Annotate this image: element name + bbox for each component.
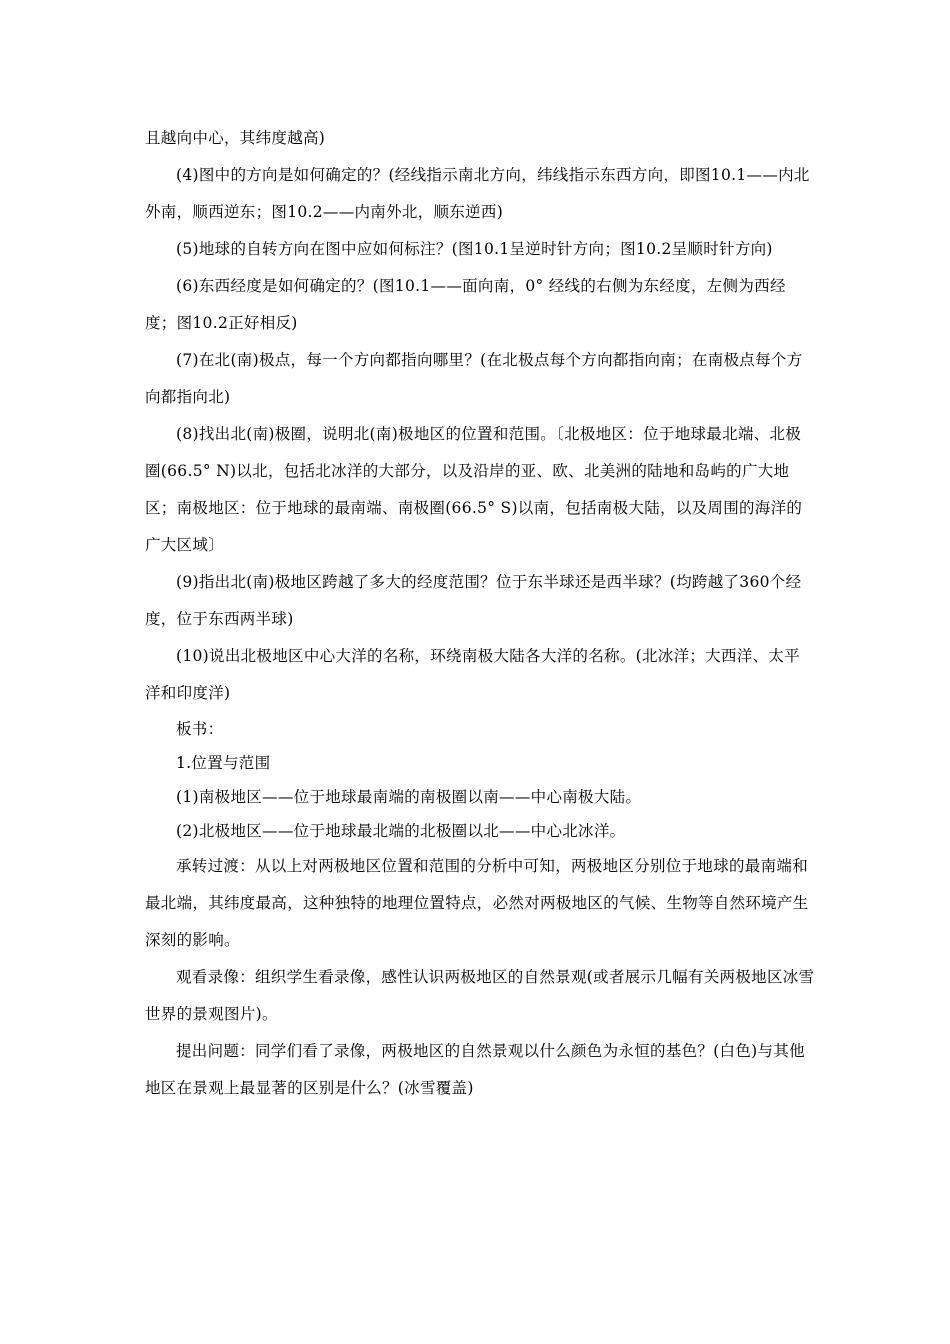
paragraph-4: (7)在北(南)极点，每一个方向都指向哪里？(在北极点每个方向都指向南；在南极点每个方向都指向北) [145, 351, 803, 406]
paragraph-8: 板书： [176, 720, 224, 738]
paragraph-7: (10)说出北极地区中心大洋的名称，环绕南极大陆各大洋的名称。(北冰洋；大西洋、太平洋和印度洋) [145, 647, 800, 702]
document-body [145, 120, 815, 1107]
paragraph-1: (4)图中的方向是如何确定的？(经线指示南北方向，纬线指示东西方向，即图10.1——内北外南，顺西逆东；图10.2——内南外北，顺东逆西) [145, 166, 810, 221]
paragraph-14: 提出问题：同学们看了录像，两极地区的自然景观以什么颜色为永恒的基色？(白色)与其他地区在景观上最显著的区别是什么？(冰雪覆盖) [145, 1042, 805, 1097]
paragraph-9: 1.位置与范围 [176, 754, 271, 772]
paragraph-13: 观看录像：组织学生看录像，感性认识两极地区的自然景观(或者展示几幅有关两极地区冰雪世界的景观图片)。 [145, 968, 815, 1023]
paragraph-3: (6)东西经度是如何确定的？(图10.1——面向南，0° 经线的右侧为东经度，左侧为西经度；图10.2正好相反) [145, 277, 786, 332]
paragraph-11: (2)北极地区——位于地球最北端的北极圈以北——中心北冰洋。 [176, 822, 626, 840]
paragraph-2: (5)地球的自转方向在图中应如何标注？(图10.1呈逆时针方向；图10.2呈顺时针方向) [176, 240, 773, 258]
paragraph-0: 且越向中心，其纬度越高) [145, 129, 326, 147]
paragraph-12: 承转过渡：从以上对两极地区位置和范围的分析中可知，两极地区分别位于地球的最南端和最北端，其纬度最高，这种独特的地理位置特点，必然对两极地区的气候、生物等自然环境产生深刻的影响。 [145, 857, 809, 949]
paragraph-6: (9)指出北(南)极地区跨越了多大的经度范围？位于东半球还是西半球？(均跨越了360个经度，位于东西两半球) [145, 573, 802, 628]
paragraph-10: (1)南极地区——位于地球最南端的南极圈以南——中心南极大陆。 [176, 788, 642, 806]
paragraph-5: (8)找出北(南)极圈，说明北(南)极地区的位置和范围。〔北极地区：位于地球最北端、北极圈(66.5° N)以北，包括北冰洋的大部分，以及沿岸的亚、欧、北美洲的陆地和岛屿的广大地区；南极地区：位于地球的最南端、南极圈(66.5° S)以南，包括南极大陆，以及周围的海洋的广大区域〕 [145, 425, 803, 554]
